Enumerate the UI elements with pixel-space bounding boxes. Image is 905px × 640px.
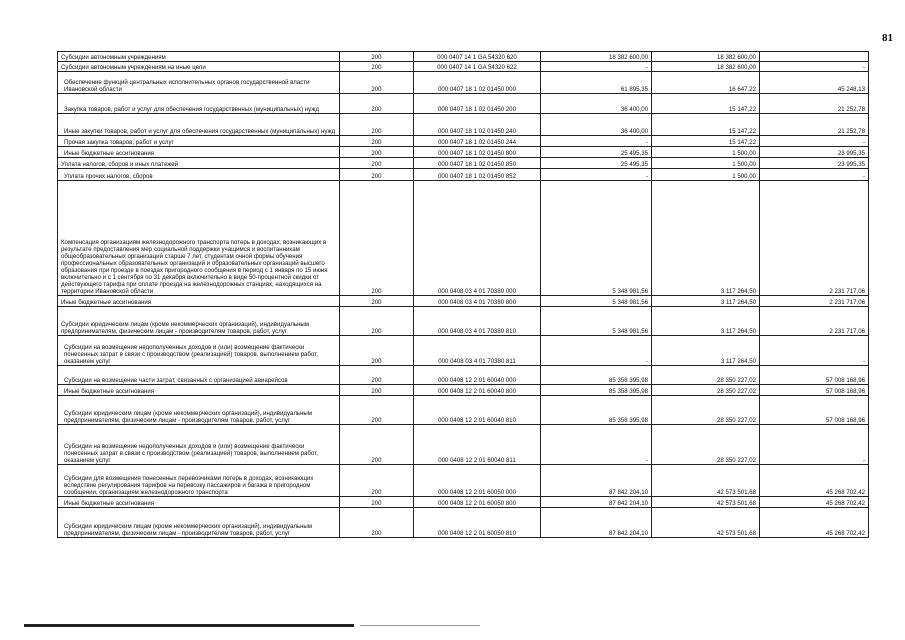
row-plan-cell: - [541,136,652,147]
row-kbk-cell: 000 0408 12 2 01 60040 810 [414,396,541,425]
row-rest-cell: 23 995,35 [760,158,869,169]
row-kbk-cell: 000 0408 03 4 01 70380 800 [414,296,541,307]
table-row [58,147,869,158]
row-kbk-cell: 000 0408 12 2 01 60040 000 [414,366,541,385]
row-exec-cell: 15 147,22 [652,136,760,147]
row-kbk-cell: 000 0408 12 2 01 60050 000 [414,465,541,497]
row-rest-cell: 21 252,78 [760,94,869,114]
row-kbk-cell: 000 0408 03 4 01 70380 810 [414,307,541,336]
row-rest-cell: 21 252,78 [760,114,869,136]
row-name-cell: Субсидии юридическим лицам (кроме некоммерческих организаций), индивидуальным предпринимателям, физическим лицам - производителям товаров, работ, услуг [58,307,340,336]
row-plan-cell: 25 495,35 [541,158,652,169]
row-code-cell: 200 [340,336,414,366]
row-name-cell: Субсидии на возмещение части затрат, связанных с организацией авиарейсов [58,366,340,385]
row-kbk-cell: 000 0408 12 2 01 60050 800 [414,497,541,508]
row-exec-cell: 42 573 501,68 [652,508,760,538]
row-exec-cell: 1 500,00 [652,147,760,158]
row-plan-cell: - [541,62,652,72]
row-name-cell: Иные бюджетные ассигнования [58,296,340,307]
row-rest-cell: - [760,425,869,465]
table-row [58,508,869,538]
row-code-cell: 200 [340,62,414,72]
row-plan-cell: 87 842 204,10 [541,465,652,497]
row-exec-cell: 3 117 264,50 [652,181,760,296]
row-code-cell: 200 [340,296,414,307]
row-exec-cell: 18 382 600,00 [652,62,760,72]
row-kbk-cell: 000 0407 18 1 02 01450 000 [414,72,541,94]
row-kbk-cell: 000 0407 18 1 02 01450 244 [414,136,541,147]
row-code-cell: 200 [340,307,414,336]
row-name-cell: Субсидии юридическим лицам (кроме некоммерческих организаций), индивидуальным предпринимателям, физическим лицам - производителям товаров, работ, услуг [58,508,340,538]
row-exec-cell: 3 117 264,50 [652,296,760,307]
row-name-cell: Обеспечение функций центральных исполнительных органов государственной власти Ивановской области [58,72,340,94]
row-plan-cell: 25 495,35 [541,147,652,158]
row-exec-cell: 1 500,00 [652,169,760,181]
row-name-cell: Субсидии автономным учреждениям [58,52,340,62]
table-row [58,114,869,136]
row-exec-cell: 16 647,22 [652,72,760,94]
table-row [58,425,869,465]
row-kbk-cell: 000 0407 18 1 02 01450 800 [414,147,541,158]
row-name-cell: Субсидии автономным учреждениям на иные цели [58,62,340,72]
table-row [58,62,869,72]
bottom-divider-faint [360,625,480,626]
row-name-cell: Субсидии юридическим лицам (кроме некоммерческих организаций), индивидуальным предпринимателям, физическим лицам - производителям товаров, работ, услуг [58,396,340,425]
row-name-cell: Субсидии на возмещение недополученных доходов и (или) возмещение фактически понесенных затрат в связи с производством (реализацией) товаров, выполнением работ, оказанием услуг [58,336,340,366]
row-plan-cell: - [541,336,652,366]
row-rest-cell: 2 231 717,06 [760,181,869,296]
row-exec-cell: 1 500,00 [652,158,760,169]
row-plan-cell: 85 358 395,98 [541,385,652,396]
row-kbk-cell: 000 0408 12 2 01 60040 811 [414,425,541,465]
row-rest-cell: 2 231 717,06 [760,307,869,336]
row-rest-cell: 2 231 717,06 [760,296,869,307]
row-name-cell: Иные бюджетные ассигнования [58,497,340,508]
table-row [58,52,869,62]
table-row [58,366,869,385]
row-kbk-cell: 000 0408 03 4 01 70380 000 [414,181,541,296]
row-rest-cell: 57 008 168,96 [760,366,869,385]
row-name-cell: Закупка товаров, работ и услуг для обеспечения государственных (муниципальных) нужд [58,94,340,114]
row-kbk-cell: 000 0407 18 1 02 01450 240 [414,114,541,136]
row-name-cell: Компенсация организациям железнодорожного транспорта потерь в доходах, возникающих в результате предоставления мер социальной поддержки учащимся и воспитанникам общеобразовательных организаций старше 7 лет, студентам очной формы обучения профессиональных образовательных организаций и образовательных организаций высшего образования при проезде в поездах пригородного сообщения в период с 1 января по 15 июня включительно и с 1 сентября по 31 декабря включительно в виде 50-процентной скидки от действующего тарифа при оплате проезда на железнодорожных станциях, находящихся на территории Ивановской области [58,181,340,296]
row-exec-cell: 42 573 501,68 [652,497,760,508]
row-code-cell: 200 [340,385,414,396]
row-exec-cell: 15 147,22 [652,94,760,114]
row-kbk-cell: 000 0408 12 2 01 60050 810 [414,508,541,538]
row-exec-cell: 3 117 264,50 [652,307,760,336]
row-rest-cell: 45 268 702,42 [760,465,869,497]
table-row [58,497,869,508]
row-plan-cell: 5 348 981,56 [541,307,652,336]
row-plan-cell: 36 400,00 [541,94,652,114]
row-code-cell: 200 [340,425,414,465]
table-body [58,52,869,538]
row-kbk-cell: 000 0407 14 1 GA 54320 620 [414,52,541,62]
row-plan-cell: - [541,425,652,465]
table-row [58,94,869,114]
row-code-cell: 200 [340,114,414,136]
table-row [58,396,869,425]
row-code-cell: 200 [340,52,414,62]
table-row [58,158,869,169]
row-plan-cell: 36 400,00 [541,114,652,136]
row-name-cell: Иные закупки товаров, работ и услуг для обеспечения государственных (муниципальных) нужд [58,114,340,136]
row-rest-cell: - [760,169,869,181]
row-name-cell: Иные бюджетные ассигнования [58,385,340,396]
row-plan-cell: 18 382 600,00 [541,52,652,62]
row-rest-cell: 45 268 702,42 [760,508,869,538]
budget-execution-table [57,51,869,538]
row-rest-cell: 45 248,13 [760,72,869,94]
row-rest-cell: - [760,62,869,72]
row-name-cell: Иные бюджетные ассигнования [58,147,340,158]
row-name-cell: Уплата налогов, сборов и иных платежей [58,158,340,169]
row-rest-cell: - [760,136,869,147]
row-exec-cell: 3 117 264,50 [652,336,760,366]
row-rest-cell: - [760,336,869,366]
row-code-cell: 200 [340,158,414,169]
bottom-divider [24,624,354,627]
table-row [58,296,869,307]
row-code-cell: 200 [340,366,414,385]
table-row [58,72,869,94]
table-row [58,181,869,296]
row-plan-cell: 87 842 204,10 [541,497,652,508]
row-code-cell: 200 [340,508,414,538]
row-code-cell: 200 [340,147,414,158]
row-code-cell: 200 [340,136,414,147]
row-code-cell: 200 [340,465,414,497]
row-name-cell: Уплата прочих налогов, сборов [58,169,340,181]
table-row [58,307,869,336]
row-plan-cell: - [541,169,652,181]
row-code-cell: 200 [340,94,414,114]
row-plan-cell: 61 895,35 [541,72,652,94]
table-row [58,465,869,497]
row-rest-cell [760,52,869,62]
row-exec-cell: 28 350 227,02 [652,385,760,396]
row-plan-cell: 85 358 395,98 [541,366,652,385]
row-code-cell: 200 [340,497,414,508]
row-code-cell: 200 [340,72,414,94]
row-kbk-cell: 000 0408 12 2 01 60040 800 [414,385,541,396]
row-name-cell: Субсидии на возмещение недополученных доходов и (или) возмещение фактически понесенных затрат в связи с производством (реализацией) товаров, выполнением работ, оказанием услуг [58,425,340,465]
row-plan-cell: 87 842 204,10 [541,508,652,538]
row-exec-cell: 28 350 227,02 [652,396,760,425]
row-rest-cell: 23 995,35 [760,147,869,158]
row-kbk-cell: 000 0408 03 4 01 70380 811 [414,336,541,366]
row-rest-cell: 45 268 702,42 [760,497,869,508]
row-plan-cell: 85 358 395,98 [541,396,652,425]
row-name-cell: Прочая закупка товаров, работ и услуг [58,136,340,147]
row-exec-cell: 28 350 227,02 [652,366,760,385]
row-kbk-cell: 000 0407 18 1 02 01450 200 [414,94,541,114]
table-row [58,336,869,366]
table-row [58,169,869,181]
table-row [58,136,869,147]
row-plan-cell: 5 348 981,56 [541,181,652,296]
row-kbk-cell: 000 0407 18 1 02 01450 850 [414,158,541,169]
row-exec-cell: 15 147,22 [652,114,760,136]
row-exec-cell: 18 382 600,00 [652,52,760,62]
row-kbk-cell: 000 0407 14 1 GA 54320 622 [414,62,541,72]
row-code-cell: 200 [340,181,414,296]
row-exec-cell: 28 350 227,02 [652,425,760,465]
row-exec-cell: 42 573 501,68 [652,465,760,497]
table-row [58,385,869,396]
row-code-cell: 200 [340,169,414,181]
row-rest-cell: 57 008 168,96 [760,385,869,396]
row-plan-cell: 5 348 981,56 [541,296,652,307]
row-kbk-cell: 000 0407 18 1 02 01450 852 [414,169,541,181]
row-name-cell: Субсидии для возмещения понесенных перевозчиками потерь в доходах, возникающих вследствие регулирования тарифов на перевозку пассажиров и багажа в пригородном сообщении, организациям железнодорожного транспорта [58,465,340,497]
page-number: 81 [882,32,893,44]
row-code-cell: 200 [340,396,414,425]
row-rest-cell: 57 008 168,96 [760,396,869,425]
